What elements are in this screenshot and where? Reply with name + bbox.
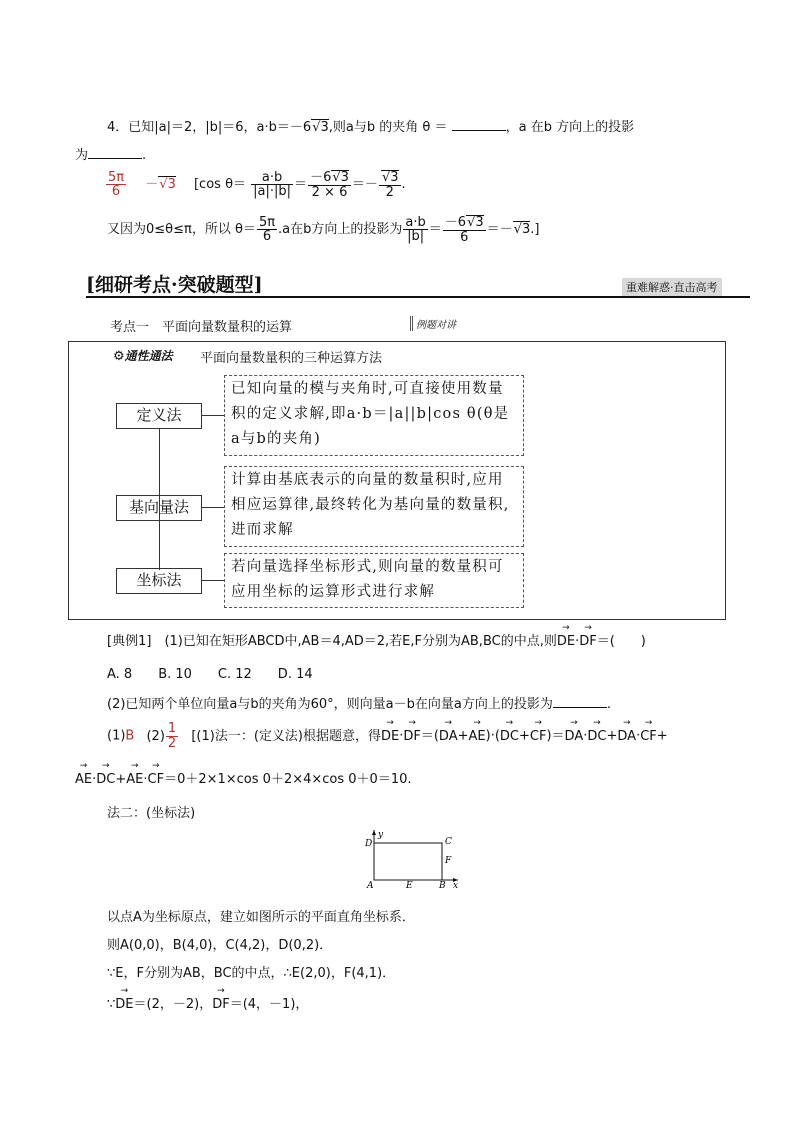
answer-blank <box>452 119 506 131</box>
text: 又因为0≤θ≤π，所以 θ＝ <box>107 222 256 238</box>
den: |b| <box>407 229 425 245</box>
frac <box>251 171 293 199</box>
sqrt3: √3 <box>159 177 176 193</box>
vector: → DC <box>500 729 519 744</box>
text: ＝(4，－1)， <box>229 997 309 1012</box>
method-definition-desc: 已知向量的模与夹角时,可直接使用数量积的定义求解,即a·b＝|a||b|cos θ(θ是a与b的夹角) <box>224 375 524 456</box>
text: (2) <box>146 728 165 744</box>
text: ＝－ <box>486 222 513 238</box>
y-arrow <box>372 830 376 835</box>
coord-line-4 <box>107 993 308 1012</box>
label-a: A <box>367 881 374 888</box>
vector: → AE <box>469 729 486 744</box>
text: · <box>92 772 97 787</box>
answer-fraction <box>106 171 126 199</box>
method-box-icon <box>113 347 173 364</box>
text: . <box>606 697 612 712</box>
text: ∵ <box>107 997 116 1012</box>
text: [(1)法一：(定义法)根据题意，得 <box>191 728 381 744</box>
label-f: F <box>445 856 452 866</box>
text: + <box>519 728 530 744</box>
label-e: E <box>406 881 413 888</box>
text: ,则a与b 的夹角 θ ＝ <box>328 120 448 135</box>
coord-line-1: 以点A为坐标原点，建立如图所示的平面直角坐标系． <box>107 910 415 925</box>
text: 为 <box>75 148 89 163</box>
text: ，a 在b 方向上的投影 <box>505 120 635 135</box>
method-2-label: 法二：(坐标法) <box>107 806 196 821</box>
gear-icon: ⚙ <box>113 349 125 364</box>
label-x: x <box>453 881 459 888</box>
den: |a|·|b| <box>253 184 292 200</box>
vector: → CF <box>640 729 657 744</box>
den: 6 <box>111 184 121 200</box>
answer-blank <box>553 696 607 708</box>
vector: → CF <box>530 729 547 744</box>
text: 3 <box>475 215 484 230</box>
text: ＝(2，－2)， <box>133 997 213 1012</box>
method-basis-desc: 计算由基底表示的向量的数量积时,应用相应运算律,最终转化为基向量的数量积,进而求解 <box>224 466 524 547</box>
den: 6 <box>262 229 272 245</box>
text: ＝( ) <box>596 634 646 649</box>
solution-text: [cos θ＝ <box>193 177 247 193</box>
num: a·b <box>405 214 426 230</box>
den: 2 <box>167 735 177 751</box>
text: + <box>457 728 469 744</box>
text: · <box>399 728 404 744</box>
frac <box>257 216 277 244</box>
vector: → DF <box>579 634 597 649</box>
frac <box>403 216 427 244</box>
rectangle-abcd <box>374 843 442 880</box>
sqrt3: √3 <box>381 170 399 185</box>
num: 5π <box>108 169 125 185</box>
den: 2 × 6 <box>311 184 348 200</box>
vector: → DC <box>587 729 606 744</box>
vector: → DE <box>115 997 133 1012</box>
sqrt3: √3 <box>513 222 531 238</box>
example-options: A. 8 B. 10 C. 12 D. 14 <box>107 667 313 682</box>
text: 3 <box>390 170 399 185</box>
num <box>379 170 401 186</box>
vector: → AE <box>75 772 92 787</box>
method-coordinate-desc: 若向量选择坐标形式,则向量的数量积可应用坐标的运算形式进行求解 <box>224 553 524 608</box>
method-box-title: 平面向量数量积的三种运算方法 <box>200 351 383 366</box>
text: － <box>145 177 159 193</box>
answer-fraction <box>166 722 178 750</box>
num: 5π <box>258 214 276 230</box>
connector <box>201 580 225 581</box>
answer-blank <box>88 147 142 159</box>
connector <box>201 415 225 416</box>
text: (1)已知在矩形ABCD中,AB＝4,AD＝2,若E,F分别为AB,BC的中点,则 <box>164 634 557 649</box>
vector: → AE <box>126 772 143 787</box>
den: 6 <box>460 229 469 245</box>
text: ＝0＋2×1×cos 0＋2×4×cos 0＋0＝10. <box>164 772 412 787</box>
text: －6 <box>310 170 332 185</box>
text: )·( <box>485 728 500 744</box>
text: .a在b方向上的投影为 <box>278 222 403 238</box>
sqrt3: √3 <box>467 215 484 230</box>
sqrt3: √3 <box>332 170 349 185</box>
kaodian-tag: 例题对讲 <box>410 316 459 331</box>
text: . <box>142 148 147 163</box>
text: · <box>636 728 641 744</box>
method-definition: 定义法 <box>116 403 202 429</box>
text: + <box>606 728 618 744</box>
text: ＝ <box>428 222 442 238</box>
text: · <box>143 772 148 787</box>
frac <box>379 170 401 199</box>
sqrt3: √3 <box>312 120 329 135</box>
text: + <box>656 728 668 744</box>
section-tag: 重难解惑·直击高考 <box>622 278 722 296</box>
coordinate-figure <box>362 828 462 888</box>
example-q2 <box>107 693 611 712</box>
vector: → DE <box>557 634 575 649</box>
text: 通性通法 <box>124 349 173 363</box>
example-q1 <box>107 630 646 649</box>
text: ＝ <box>294 177 308 193</box>
vector: → DF <box>212 997 230 1012</box>
frac <box>443 215 486 244</box>
text: )＝ <box>546 728 565 744</box>
problem-4-line1 <box>107 116 634 135</box>
vector: → DA <box>439 729 458 744</box>
vector: → DA <box>565 729 584 744</box>
coord-line-2: 则A(0,0)，B(4,0)，C(4,2)，D(0,2)． <box>107 938 333 953</box>
example-solution-line2 <box>75 768 412 787</box>
frac <box>308 170 351 199</box>
answer: B <box>125 728 135 744</box>
text: 3 <box>521 222 531 238</box>
method-coordinate: 坐标法 <box>116 568 202 594</box>
method-basis: 基向量法 <box>116 495 202 521</box>
problem-4-line2 <box>75 144 146 163</box>
problem-4-line4 <box>107 215 539 244</box>
label-d: D <box>365 839 373 849</box>
text: 3 <box>320 120 329 135</box>
text: · <box>575 634 580 649</box>
section-rule <box>86 296 750 298</box>
text: (1) <box>107 728 126 744</box>
label-b: B <box>439 881 446 888</box>
text: ＝( <box>420 728 439 744</box>
coord-line-3: ∵E，F分别为AB，BC的中点，∴E(2,0)，F(4,1)． <box>107 966 396 981</box>
vector: → DE <box>381 729 399 744</box>
text: · <box>583 728 588 744</box>
num: 1 <box>167 721 177 736</box>
answer-2 <box>145 177 176 192</box>
vector: → DF <box>403 729 421 744</box>
text: (2)已知两个单位向量a与b的夹角为60°，则向量a－b在向量a方向上的投影为 <box>107 697 553 712</box>
text: －6 <box>444 215 467 230</box>
vector: → DC <box>96 772 115 787</box>
num <box>443 215 486 231</box>
kaodian-label: 考点一 平面向量数量积的运算 <box>110 320 293 335</box>
example-solution-line1 <box>107 722 668 750</box>
text: 3 <box>167 177 176 193</box>
label-c: C <box>445 837 452 847</box>
problem-4-answer <box>105 170 406 199</box>
text: + <box>115 772 127 787</box>
vector: → DA <box>617 729 636 744</box>
section-title: [细研考点·突破题型] <box>86 274 263 296</box>
num <box>308 170 351 186</box>
text: 4．已知|a|＝2，|b|＝6，a·b＝－6 <box>107 120 312 135</box>
text: ＝－ <box>351 177 378 193</box>
connector <box>201 507 225 508</box>
text: 3 <box>340 170 349 185</box>
den: 2 <box>385 184 394 200</box>
text: [典例1] <box>107 634 152 649</box>
text: . <box>401 177 406 193</box>
num: a·b <box>251 171 293 186</box>
text: .] <box>530 222 540 238</box>
vector: → CF <box>148 772 165 787</box>
label-y: y <box>378 830 384 840</box>
